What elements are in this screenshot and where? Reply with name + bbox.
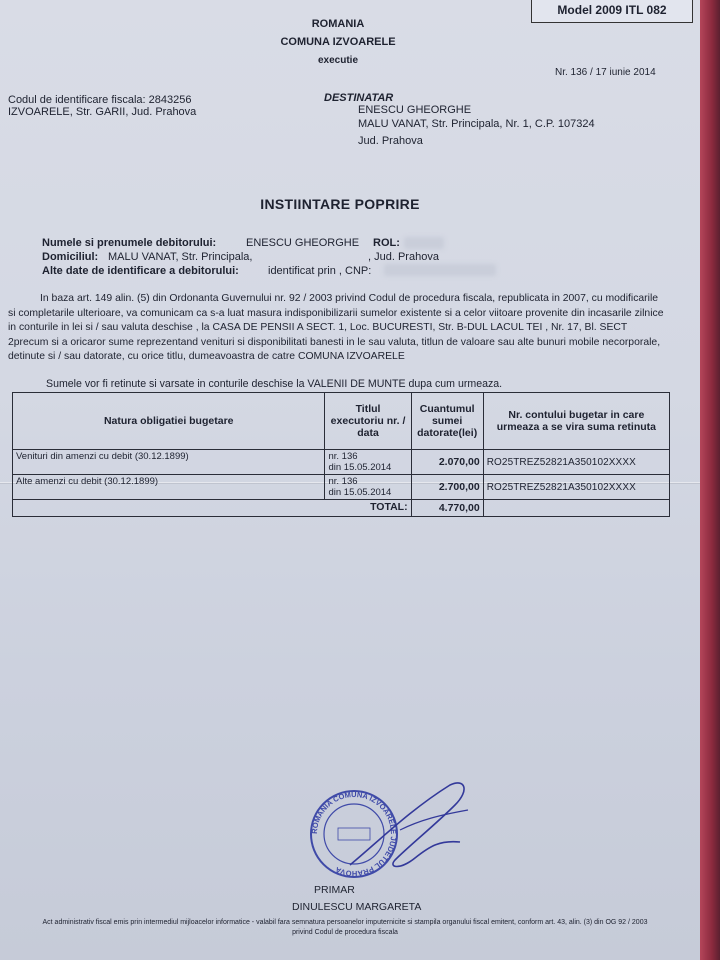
row-amount: 2.070,00: [411, 450, 483, 475]
total-amount: 4.770,00: [411, 500, 483, 517]
document-number-date: Nr. 136 / 17 iunie 2014: [555, 67, 656, 78]
col-header-title: Titlul executoriu nr. / data: [325, 393, 411, 450]
col-header-nature: Natura obligatiei bugetare: [13, 393, 325, 450]
header-country: ROMANIA: [311, 18, 365, 30]
debtor-name-label: Numele si prenumele debitorului:: [42, 237, 217, 249]
row-title: [325, 450, 411, 475]
row-nature: Alte amenzi cu debit (30.12.1899): [13, 475, 325, 500]
row-title-nr: nr. 136: [328, 476, 358, 487]
row-account: RO25TREZ52821A350102XXXX: [483, 450, 669, 475]
document-title: INSTIINTARE POPRIRE: [260, 196, 420, 212]
issuer-address: IZVOARELE, Str. GARII, Jud. Prahova: [8, 106, 197, 118]
background-edge: [700, 0, 720, 960]
obligations-table: [12, 392, 670, 517]
handwritten-signature: [340, 770, 480, 890]
debtor-rol-label: ROL:: [373, 237, 400, 249]
redacted-cnp: [384, 264, 496, 276]
total-empty-cell: [483, 500, 669, 517]
transfer-paragraph: Sumele vor fi retinute si varsate in conturile deschise la VALENII DE MUNTE dupa cum urmeaza.: [46, 378, 503, 390]
table-header-row: [13, 393, 670, 450]
debtor-domicile-county: , Jud. Prahova: [368, 251, 439, 263]
header-department: executie: [317, 55, 359, 66]
signatory-name: DINULESCU MARGARETA: [292, 901, 422, 913]
debtor-other-value: identificat prin , CNP:: [268, 265, 372, 277]
legal-paragraph: In baza art. 149 alin. (5) din Ordonanta Guvernului nr. 92 / 2003 privind Codul de procedura fiscala, republicata in 2007, cu modificarile si completarile ulterioare, va comunicam ca s-a luat masura indisponibilizarii sumelor existente si a celor viitoare provenite din incasarile zilnice in conturile in lei si / sau valuta deschise , la CASA DE PENSII A SECT. 1, Loc. BUCURESTI, Str. B-DUL LACUL TEI , Nr. 17, Bl. SECT 2precum si a oricaror sume reprezentand venituri si disponibilitati banesti in le sau valuta, titlun de valoare sau alte bunuri mobile necorporale, detinute si / sau datorate, cu orice titlu, dumeavoastra de catre COMUNA IZVOARELE: [8, 293, 664, 363]
signatory-role: PRIMAR: [314, 884, 355, 896]
total-label: TOTAL:: [13, 500, 412, 517]
row-title-date: din 15.05.2014: [328, 462, 392, 473]
debtor-domicile-value: MALU VANAT, Str. Principala,: [108, 251, 253, 263]
debtor-domicile-label: Domiciliul:: [42, 251, 99, 263]
recipient-name: ENESCU GHEORGHE: [358, 104, 472, 116]
debtor-name-value: ENESCU GHEORGHE: [246, 237, 360, 249]
row-title-date: din 15.05.2014: [328, 487, 392, 498]
header-commune: COMUNA IZVOARELE: [280, 36, 396, 48]
table-row: [13, 450, 670, 475]
footer-note: Act administrativ fiscal emis prin intermediul mijloacelor informatice - valabil fara semnatura persoanelor imputernicite si stampila organului fiscal emitent, conform art. 43, alin. (3) din OG 92 / 2003 privind Codul de procedura fiscala: [42, 919, 648, 936]
row-amount: 2.700,00: [411, 475, 483, 500]
recipient-label: DESTINATAR: [324, 92, 394, 104]
table-row: [13, 475, 670, 500]
stamp-text: ROMANIA COMUNA IZVOARELE JUDETUL PRAHOVA: [309, 789, 399, 879]
row-account: RO25TREZ52821A350102XXXX: [483, 475, 669, 500]
redacted-rol: [404, 237, 444, 249]
debtor-other-label: Alte date de identificare a debitorului:: [42, 265, 239, 277]
col-header-account: Nr. contului bugetar in care urmeaza a se vira suma retinuta: [483, 393, 669, 450]
row-nature: Venituri din amenzi cu debit (30.12.1899): [13, 450, 325, 475]
table-total-row: [13, 500, 670, 517]
model-code: Model 2009 ITL 082: [531, 0, 693, 23]
col-header-amount: Cuantumul sumei datorate(lei): [411, 393, 483, 450]
row-title: [325, 475, 411, 500]
recipient-address: MALU VANAT, Str. Principala, Nr. 1, C.P. 107324: [358, 118, 595, 130]
recipient-county: Jud. Prahova: [358, 135, 423, 147]
row-title-nr: nr. 136: [328, 451, 358, 462]
issuer-fiscal-code: Codul de identificare fiscala: 2843256: [8, 94, 192, 106]
